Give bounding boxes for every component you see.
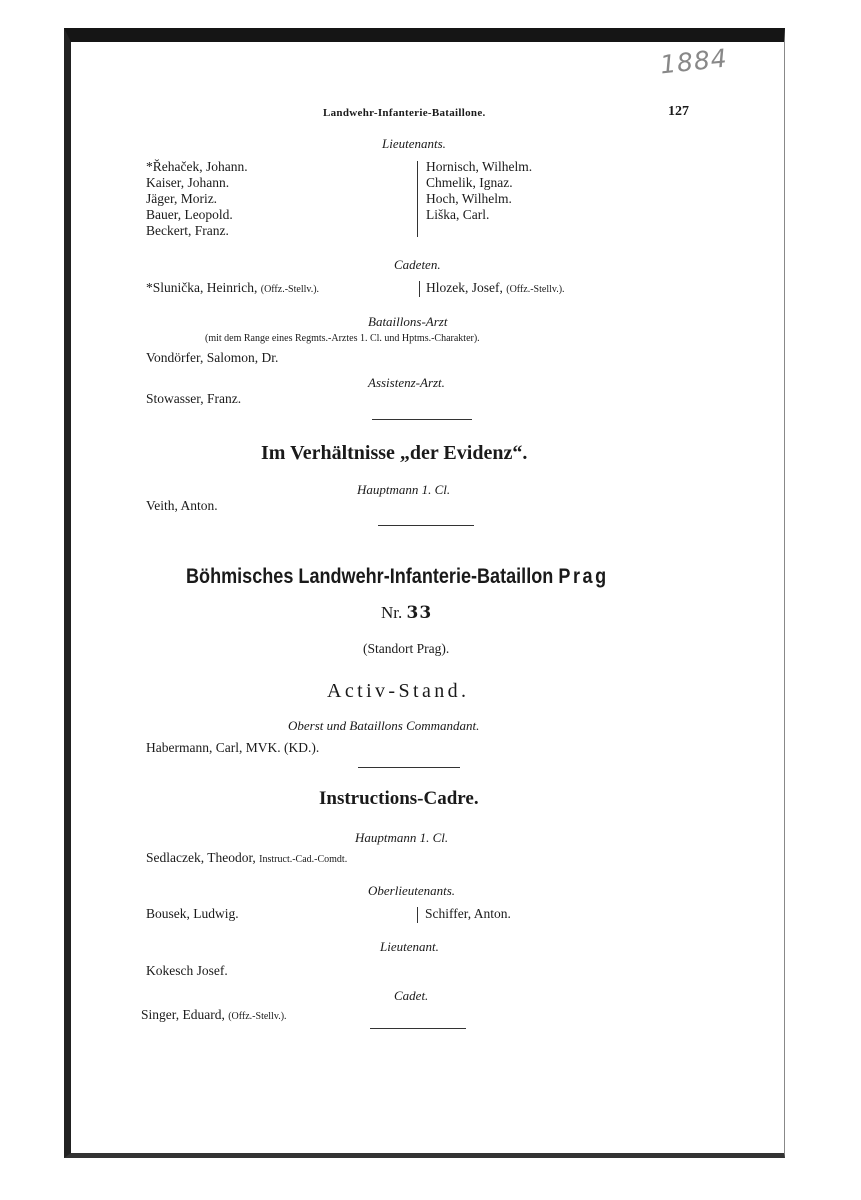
list-item: Hornisch, Wilhelm. [426, 159, 533, 174]
cadet-rank: Cadet. [394, 988, 429, 1003]
oberlieutenants-rank: Oberlieutenants. [368, 883, 456, 898]
commander-name: Habermann, Carl, MVK. (KD.). [146, 740, 320, 755]
lieutenants-heading: Lieutenants. [382, 136, 446, 151]
captain-name: Sedlaczek, Theodor, [146, 850, 256, 865]
assistant-doctor-name: Stowasser, Franz. [146, 391, 242, 406]
list-item: *Řehaček, Johann. [146, 159, 248, 174]
cadet-note: (Offz.-Stellv.). [228, 1011, 287, 1022]
page-number: 127 [668, 104, 689, 119]
evidenz-name: Veith, Anton. [146, 498, 218, 513]
battalion-number-prefix: Nr. [381, 603, 403, 622]
battalion-doctor-heading: Bataillons-Arzt [368, 314, 448, 329]
list-item: Kaiser, Johann. [146, 175, 230, 190]
column-divider [417, 907, 418, 923]
running-head: Landwehr-Infanterie-Bataillone. [323, 107, 486, 119]
list-item: Hoch, Wilhelm. [426, 191, 512, 206]
lieutenants-left-column [146, 159, 248, 239]
captain-note: Instruct.-Cad.-Comdt. [259, 854, 348, 865]
cadet-right-name: Hlozek, Josef, [426, 280, 503, 295]
cadet-left-name: *Slunička, Heinrich, [146, 280, 258, 295]
list-item: Jäger, Moriz. [146, 191, 218, 206]
assistant-doctor-heading: Assistenz-Arzt. [368, 375, 445, 390]
list-item: Chmelik, Ignaz. [426, 175, 513, 190]
cadet-name: Singer, Eduard, [141, 1007, 225, 1022]
evidenz-heading: Im Verhältnisse „der Evidenz“. [261, 442, 528, 464]
captain-entry [146, 850, 347, 866]
cadet-left-note: (Offz.-Stellv.). [260, 284, 320, 295]
handwritten-year-note: 1884 [658, 43, 729, 80]
column-divider [419, 281, 420, 297]
list-item: Liška, Carl. [426, 207, 490, 222]
cadet-right-note: (Offz.-Stellv.). [506, 284, 565, 295]
commander-rank: Oberst und Bataillons Commandant. [288, 718, 480, 733]
lieutenant-name: Kokesch Josef. [146, 963, 228, 978]
battalion-title-main: Böhmisches Landwehr-Infanterie-Bataillon [186, 565, 554, 588]
list-item: Beckert, Franz. [146, 223, 229, 238]
battalion-title-city: Prag [558, 565, 609, 588]
battalion-garrison: (Standort Prag). [363, 641, 450, 656]
battalion-number [381, 603, 432, 623]
section-divider [372, 419, 472, 420]
section-divider [378, 525, 474, 526]
cadets-heading: Cadeten. [394, 257, 441, 272]
instructions-cadre-heading: Instructions-Cadre. [319, 788, 479, 809]
cadet-right-entry [426, 280, 565, 296]
cadet-left-entry [146, 280, 319, 296]
list-item: Bauer, Leopold. [146, 207, 233, 222]
column-divider [417, 161, 418, 237]
oberlieutenant-right: Schiffer, Anton. [425, 906, 511, 921]
section-divider [358, 767, 460, 768]
lieutenants-right-column [426, 159, 532, 223]
captain-rank: Hauptmann 1. Cl. [355, 830, 449, 845]
battalion-title [186, 565, 609, 589]
evidenz-rank: Hauptmann 1. Cl. [357, 482, 451, 497]
section-divider [370, 1028, 466, 1029]
lieutenant-rank: Lieutenant. [380, 939, 439, 954]
cadet-entry [141, 1007, 287, 1023]
battalion-doctor-note: (mit dem Range eines Regmts.-Arztes 1. Cl. und Hptms.-Charakter). [205, 333, 480, 344]
battalion-number-value: 33 [406, 603, 433, 623]
oberlieutenant-left: Bousek, Ludwig. [146, 906, 239, 921]
battalion-doctor-name: Vondörfer, Salomon, Dr. [146, 350, 279, 365]
active-stand-heading: Activ-Stand. [327, 680, 470, 702]
